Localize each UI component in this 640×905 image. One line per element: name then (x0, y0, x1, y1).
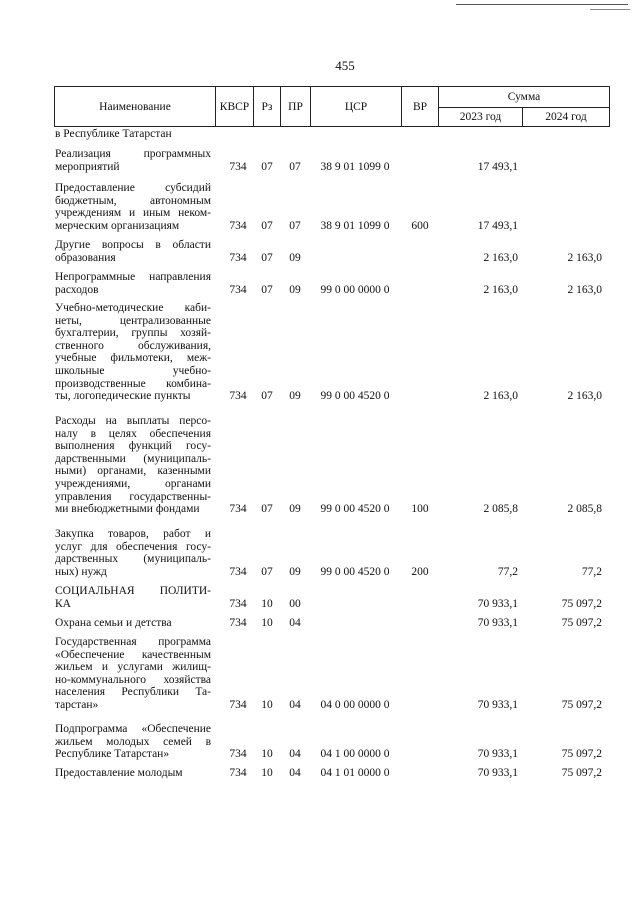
header-rz: Рз (254, 87, 281, 126)
row-sum-2023: 77,2 (497, 565, 518, 578)
row-csr: 99 0 00 4520 0 (320, 565, 390, 578)
header-pr: ПР (281, 87, 311, 126)
row-name (55, 182, 211, 232)
table-header (54, 86, 610, 127)
row-sum-2023: 70 933,1 (477, 699, 518, 711)
row-name-line: Предоставление молодым (55, 767, 183, 779)
row-pr: 00 (289, 597, 301, 610)
row-name-line: налу в целях обеспечения (55, 427, 211, 440)
row-name-line: населения Республики Та- (55, 686, 211, 699)
row-csr: 38 9 01 1099 0 (320, 219, 390, 232)
row-name-line: в Республике Татарстан (55, 128, 172, 140)
row-csr: 04 1 00 0000 0 (320, 748, 390, 761)
row-sum-2023: 17 493,1 (477, 160, 518, 173)
row-pr: 09 (289, 503, 301, 516)
row-pr: 09 (289, 251, 301, 264)
row-sum-2023: 2 163,0 (483, 251, 518, 264)
row-name-line: услуг для обеспечения госу- (55, 540, 211, 553)
row-rz: 07 (261, 503, 273, 516)
row-name (55, 239, 211, 264)
row-sum-2023: 2 163,0 (483, 390, 518, 403)
row-csr: 04 1 01 0000 0 (320, 767, 390, 779)
row-name-line: образования (55, 251, 116, 264)
row-kvsr: 734 (229, 219, 247, 232)
row-name-line: жильем молодых семей в (55, 735, 211, 748)
row-kvsr: 734 (229, 617, 247, 629)
row-name-line: СОЦИАЛЬНАЯ ПОЛИТИ- (55, 585, 211, 597)
row-sum-2024: 2 163,0 (567, 283, 602, 296)
row-name-line: расходов (55, 283, 99, 296)
row-name-line: выполнения функций госу- (55, 440, 211, 453)
row-name (55, 148, 211, 173)
row-name-line: ми внебюджетными фондами (55, 503, 200, 516)
row-csr: 99 0 00 4520 0 (320, 390, 390, 403)
row-name-line: школьные учебно- (55, 364, 211, 377)
row-name-line: но-коммунального хозяйства (55, 673, 211, 686)
page-number: 455 (335, 58, 355, 73)
row-rz: 07 (261, 160, 273, 173)
row-name-line: Подпрограмма «Обеспечение (55, 723, 211, 735)
row-kvsr: 734 (229, 597, 247, 610)
row-name-line: ными) органами, казенными (55, 465, 211, 478)
row-sum-2024: 2 163,0 (567, 251, 602, 264)
row-name-line: учреждениям и иным неком- (55, 207, 211, 220)
row-name-line: ственного обслуживания, (55, 339, 211, 352)
row-name (55, 128, 211, 141)
row-name-line: Государственная программа (55, 636, 211, 648)
header-2024: 2024 год (545, 111, 587, 123)
row-name-line: дарственных (муниципаль- (55, 553, 211, 566)
row-name-line: Охрана семьи и детства (55, 617, 172, 629)
row-kvsr: 734 (229, 767, 247, 779)
top-rule (456, 4, 628, 5)
row-sum-2023: 70 933,1 (477, 748, 518, 761)
row-name-line: «Обеспечение качественным (55, 648, 211, 661)
header-csr: ЦСР (311, 87, 402, 126)
row-csr: 99 0 00 4520 0 (320, 503, 390, 516)
row-name-line: Реализация программных (55, 148, 211, 160)
row-rz: 07 (261, 219, 273, 232)
row-name-line: Расходы на выплаты персо- (55, 415, 211, 427)
row-pr: 07 (289, 219, 301, 232)
header-kvsr: КВСР (216, 87, 254, 126)
row-vr: 600 (411, 219, 429, 232)
row-vr: 200 (411, 565, 429, 578)
row-name-line: Непрограммные направления (55, 271, 211, 283)
row-pr: 04 (289, 767, 301, 779)
row-name (55, 415, 211, 516)
header-sum: Сумма (439, 87, 609, 108)
row-name-line: управления государственны- (55, 490, 211, 503)
row-pr: 09 (289, 565, 301, 578)
row-pr: 04 (289, 748, 301, 761)
row-sum-2024: 77,2 (581, 565, 602, 578)
row-sum-2023: 70 933,1 (477, 617, 518, 629)
row-name-line: производственные комбина- (55, 377, 211, 390)
row-sum-2024: 2 085,8 (567, 503, 602, 516)
row-vr: 100 (411, 503, 429, 516)
row-sum-2023: 2 085,8 (483, 503, 518, 516)
row-pr: 09 (289, 283, 301, 296)
header-vr: ВР (402, 87, 439, 126)
row-kvsr: 734 (229, 283, 247, 296)
row-kvsr: 734 (229, 503, 247, 516)
row-rz: 07 (261, 390, 273, 403)
row-name (55, 585, 211, 610)
row-name-line: КА (55, 597, 71, 610)
row-rz: 07 (261, 565, 273, 578)
row-rz: 10 (261, 617, 273, 629)
row-sum-2023: 70 933,1 (477, 597, 518, 610)
row-kvsr: 734 (229, 699, 247, 711)
row-name (55, 271, 211, 296)
row-sum-2024: 75 097,2 (561, 597, 602, 610)
row-pr: 04 (289, 617, 301, 629)
row-kvsr: 734 (229, 565, 247, 578)
row-pr: 09 (289, 390, 301, 403)
row-name-line: мероприятий (55, 160, 120, 173)
row-name-line: Другие вопросы в области (55, 239, 211, 251)
row-name (55, 723, 211, 761)
row-csr: 38 9 01 1099 0 (320, 160, 390, 173)
row-csr: 04 0 00 0000 0 (320, 699, 390, 711)
row-rz: 07 (261, 251, 273, 264)
row-name-line: Предоставление субсидий (55, 182, 211, 194)
row-rz: 07 (261, 283, 273, 296)
row-kvsr: 734 (229, 251, 247, 264)
row-name (55, 302, 211, 403)
row-rz: 10 (261, 748, 273, 761)
row-sum-2024: 2 163,0 (567, 390, 602, 403)
row-name-line: ты, логопедические пункты (55, 390, 191, 403)
row-name (55, 528, 211, 578)
row-sum-2024: 75 097,2 (561, 699, 602, 711)
row-name-line: учебные фильмотеки, меж- (55, 352, 211, 365)
row-sum-2023: 70 933,1 (477, 767, 518, 779)
row-name-line: учреждениями, органами (55, 477, 211, 490)
row-name-line: тарстан» (55, 698, 99, 711)
header-2023: 2023 год (439, 108, 523, 126)
row-pr: 04 (289, 699, 301, 711)
row-name-line: мерческим организациям (55, 219, 180, 232)
row-rz: 10 (261, 767, 273, 779)
row-name-line: неты, централизованные (55, 314, 211, 327)
row-sum-2024: 75 097,2 (561, 767, 602, 779)
row-sum-2023: 2 163,0 (483, 283, 518, 296)
row-kvsr: 734 (229, 390, 247, 403)
row-name-line: ных) нужд (55, 565, 107, 578)
row-name-line: дарственными (муниципаль- (55, 452, 211, 465)
row-sum-2024: 75 097,2 (561, 748, 602, 761)
header-name: Наименование (55, 87, 216, 126)
row-name (55, 636, 211, 712)
row-sum-2024: 75 097,2 (561, 617, 602, 629)
row-name-line: Республике Татарстан» (55, 748, 170, 761)
row-rz: 10 (261, 699, 273, 711)
row-kvsr: 734 (229, 748, 247, 761)
row-name-line: жильем и услугами жилищ- (55, 661, 211, 674)
row-name-line: бюджетным, автономным (55, 194, 211, 207)
row-sum-2023: 17 493,1 (477, 219, 518, 232)
row-name (55, 767, 211, 780)
row-pr: 07 (289, 160, 301, 173)
row-rz: 10 (261, 597, 273, 610)
row-name-line: Закупка товаров, работ и (55, 528, 211, 540)
top-rule-short (590, 9, 630, 10)
row-kvsr: 734 (229, 160, 247, 173)
row-name-line: Учебно-методические каби- (55, 302, 211, 314)
row-csr: 99 0 00 0000 0 (320, 283, 390, 296)
row-name-line: бухгалтерии, группы хозяй- (55, 327, 211, 340)
row-name (55, 617, 211, 630)
